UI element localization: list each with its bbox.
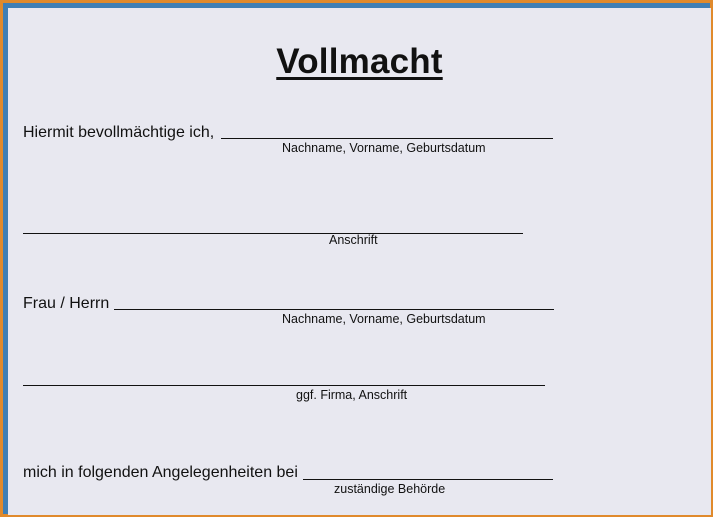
grantor-name-blank[interactable] xyxy=(221,138,553,139)
grantor-label: Hiermit bevollmächtige ich, xyxy=(23,124,215,141)
authority-caption: zuständige Behörde xyxy=(334,482,446,496)
agent-address-caption: ggf. Firma, Anschrift xyxy=(296,388,408,402)
matters-label: mich in folgenden Angelegenheiten bei xyxy=(23,464,298,481)
agent-name-blank[interactable] xyxy=(114,309,554,310)
agent-name-caption: Nachname, Vorname, Geburtsdatum xyxy=(282,312,486,326)
authority-blank[interactable] xyxy=(303,479,553,480)
agent-address-blank[interactable] xyxy=(23,385,545,386)
document-page xyxy=(8,8,711,515)
document-title: Vollmacht xyxy=(276,42,443,81)
grantor-name-caption: Nachname, Vorname, Geburtsdatum xyxy=(282,141,486,155)
agent-label: Frau / Herrn xyxy=(23,295,110,312)
grantor-address-blank[interactable] xyxy=(23,233,523,234)
grantor-address-caption: Anschrift xyxy=(329,233,378,247)
